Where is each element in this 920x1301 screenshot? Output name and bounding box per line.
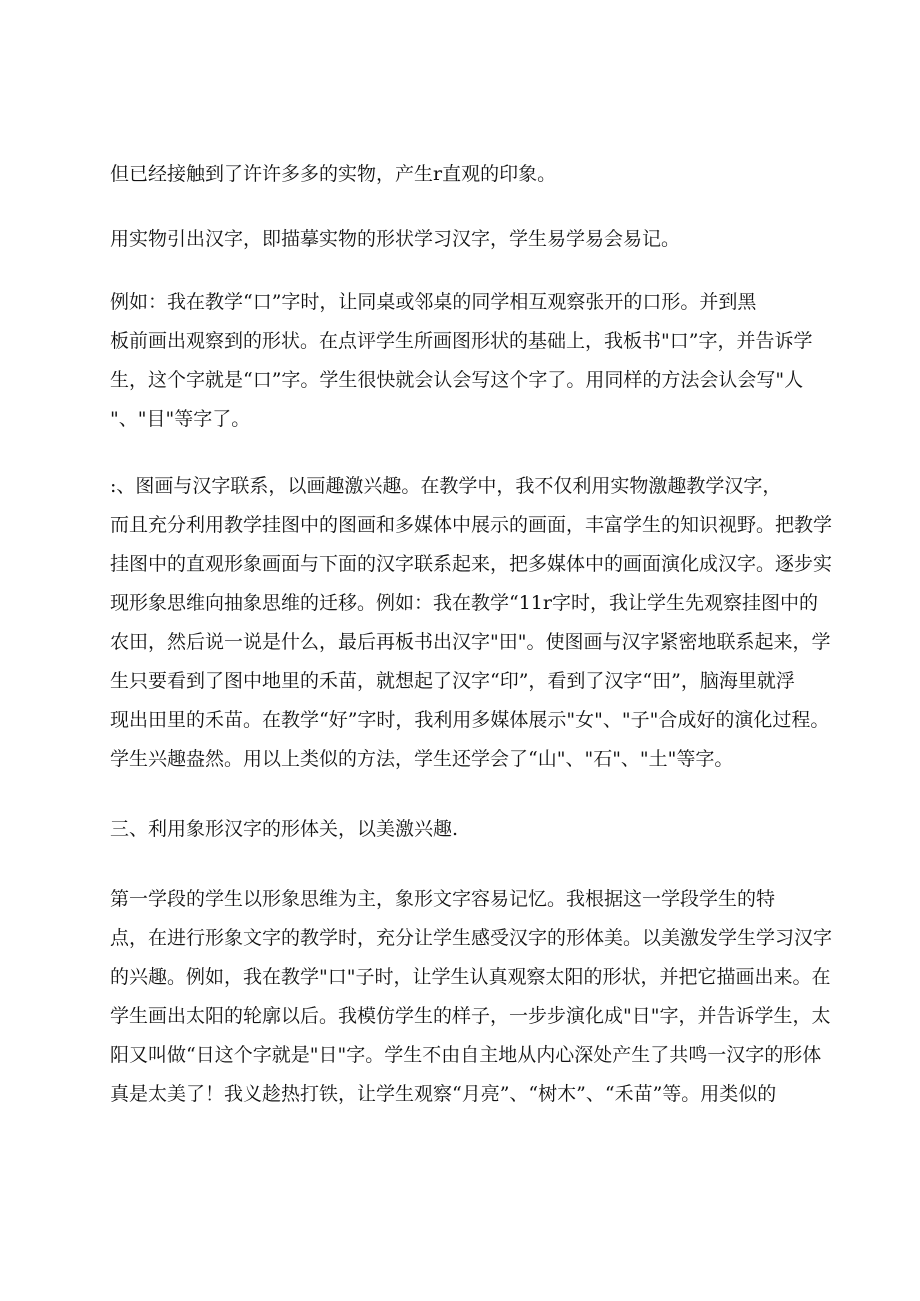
text-line: 用实物引出汉字，即描摹实物的形状学习汉字，学生易学易会易记。 xyxy=(110,228,681,250)
text-line: 但已经接触到了许许多多的实物，产生r直观的印象。 xyxy=(110,163,557,185)
text-line: 学生兴趣盎然。用以上类似的方法，学生还学会了“山"、"石"、"土"等字。 xyxy=(110,748,734,770)
text-line: 板前画出观察到的形状。在点评学生所画图形状的基础上，我板书"口”字，并告诉学 xyxy=(110,330,813,352)
paragraph-pictures-and-characters xyxy=(110,467,833,779)
text-line: 真是太美了！我义趁热打铁，让学生观察“月亮”、“树木”、“禾苗”等。用类似的 xyxy=(110,1083,777,1105)
text-line: 点，在进行形象文字的教学时，充分让学生感受汉字的形体美。以美激发学生学习汉字 xyxy=(110,927,833,949)
section-heading-three xyxy=(110,810,825,849)
text-line: 农田，然后说一说是什么，最后再板书出汉字"田"。使图画与汉字紧密地联系起来，学 xyxy=(110,631,831,653)
text-line: 学生画出太阳的轮廓以后。我模仿学生的样子，一步步演化成"日"字，并告诉学生，太 xyxy=(110,1005,831,1027)
text-line: 第一学段的学生以形象思维为主，象形文字容易记忆。我根据这一学段学生的特 xyxy=(110,888,776,910)
text-line: "、"目"等字了。 xyxy=(110,408,251,430)
text-line: 现形象思维向抽象思维的迁移。例如：我在教学“11r字时，我让学生先观察挂图中的 xyxy=(110,592,818,614)
text-line: 三、利用象形汉字的形体关，以美激兴趣. xyxy=(110,818,459,840)
text-line: 例如：我在教学“口”字时，让同桌或邻桌的同学相互观察张开的口形。并到黑 xyxy=(110,291,757,313)
text-line: 生，这个字就是“口”字。学生很快就会认会写这个字了。用同样的方法会认会写"人 xyxy=(110,369,804,391)
text-line: 生只要看到了图中地里的禾苗，就想起了汉字“印”，看到了汉字“田”，脑海里就浮 xyxy=(110,670,795,692)
paragraph-real-objects xyxy=(110,220,825,259)
text-line: :、图画与汉字联系，以画趣激兴趣。在教学中，我不仅利用实物激趣教学汉字， xyxy=(110,475,782,497)
text-line: 挂图中的直观形象画面与下面的汉字联系起来，把多媒体中的画面演化成汉字。逐步实 xyxy=(110,553,833,575)
text-line: 而且充分利用教学挂图中的图画和多媒体中展示的画面，丰富学生的知识视野。把教学 xyxy=(110,514,833,536)
text-line: 阳又叫做“日这个字就是"日"字。学生不由自主地从内心深处产生了共鸣一汉字的形体 xyxy=(110,1044,822,1066)
paragraph-pictographic-beauty xyxy=(110,880,833,1114)
text-line: 现出田里的禾苗。在教学“好”字时，我利用多媒体展示"女"、"子"合成好的演化过程。 xyxy=(110,709,830,731)
paragraph-example-mouth xyxy=(110,283,825,439)
text-line: 的兴趣。例如，我在教学"口"子时，让学生认真观察太阳的形状，并把它描画出来。在 xyxy=(110,966,831,988)
paragraph-continuation xyxy=(110,155,825,194)
